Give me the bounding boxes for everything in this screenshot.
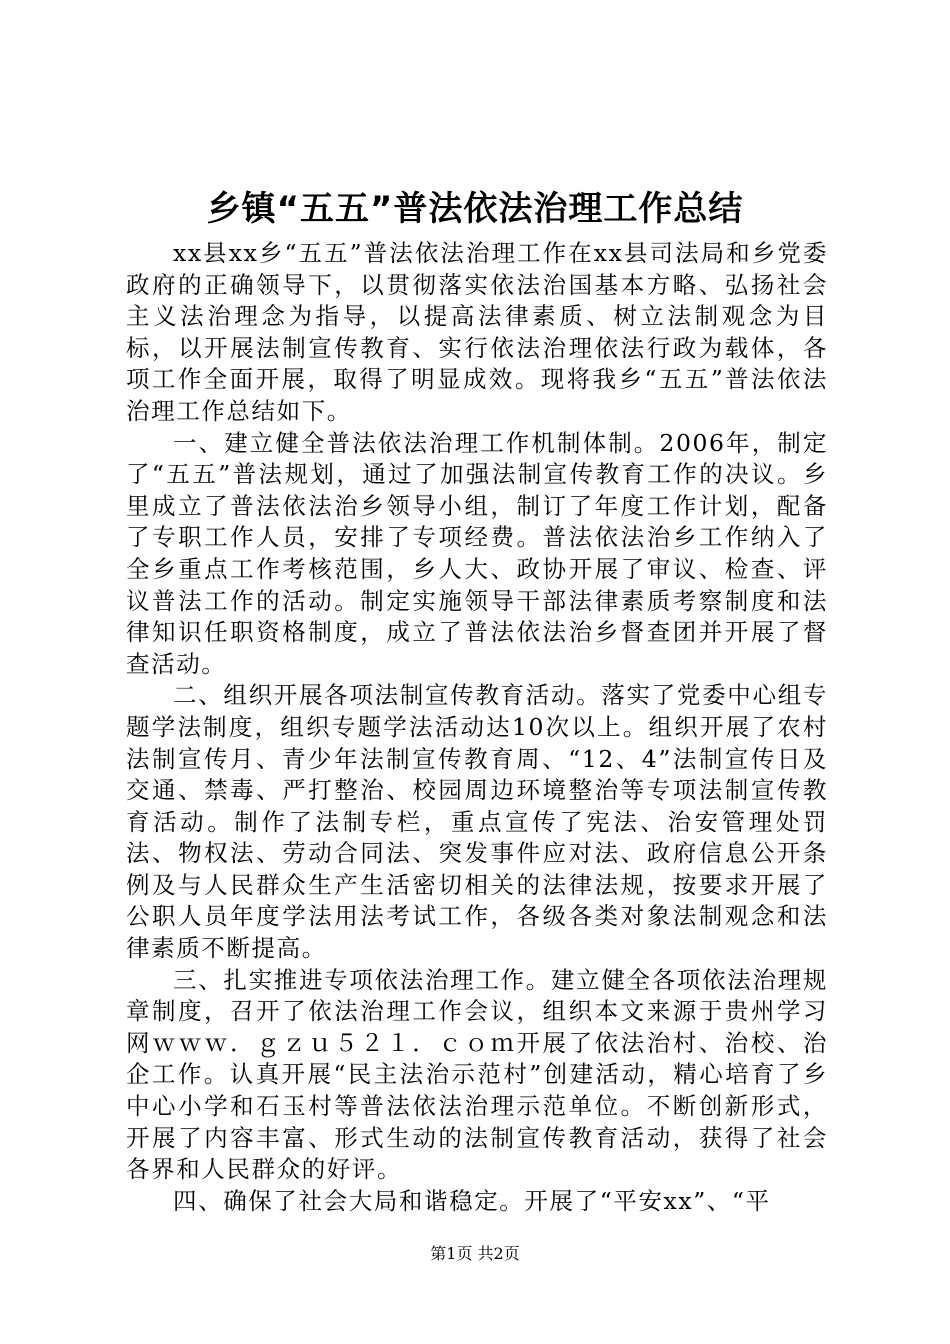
page-number-footer: 第1页 共2页 (430, 1244, 520, 1263)
document-title: 乡镇“五五”普法依法治理工作总结 (206, 189, 744, 229)
paragraph-intro: xx县xx乡“五五”普法依法治理工作在xx县司法局和乡党委政府的正确领导下，以贯彻落实依法治国基本方略、弘扬社会主义法治理念为指导，以提高法律素质、树立法制观念为目标，以开展法制宣传教育、实行依法治理依法行政为载体，各项工作全面开展，取得了明显成效。现将我乡“五五”普法依法治理工作总结如下。 (126, 239, 828, 425)
paragraph-section-1: 一、建立健全普法依法治理工作机制体制。2006年，制定了“五五”普法规划，通过了加强法制宣传教育工作的决议。乡里成立了普法依法治乡领导小组，制订了年度工作计划，配备了专职工作人员，安排了专项经费。普法依法治乡工作纳入了全乡重点工作考核范围，乡人大、政协开展了审议、检查、评议普法工作的活动。制定实施领导干部法律素质考察制度和法律知识任职资格制度，成立了普法依法治乡督查团并开展了督查活动。 (126, 428, 828, 678)
paragraph-section-4: 四、确保了社会大局和谐稳定。开展了“平安xx”、“平 (173, 1186, 771, 1215)
paragraph-section-3: 三、扎实推进专项依法治理工作。建立健全各项依法治理规章制度，召开了依法治理工作会议，组织本文来源于贵州学习网ｗｗｗ．ｇｚｕ５２１．ｃｏｍ开展了依法治村、治校、治企工作。认真开展“民主法治示范村”创建活动，精心培育了乡中心小学和石玉村等普法依法治理示范单位。不断创新形式，开展了内容丰富、形式生动的法制宣传教育活动，获得了社会各界和人民群众的好评。 (126, 965, 828, 1184)
document-body (126, 238, 828, 1217)
paragraph-section-2: 二、组织开展各项法制宣传教育活动。落实了党委中心组专题学法制度，组织专题学法活动达10次以上。组织开展了农村法制宣传月、青少年法制宣传教育周、“12、4”法制宣传日及交通、禁毒、严打整治、校园周边环境整治等专项法制宣传教育活动。制作了法制专栏，重点宣传了宪法、治安管理处罚法、物权法、劳动合同法、突发事件应对法、政府信息公开条例及与人民群众生产生活密切相关的法律法规，按要求开展了公职人员年度学法用法考试工作，各级各类对象法制观念和法律素质不断提高。 (126, 681, 828, 963)
